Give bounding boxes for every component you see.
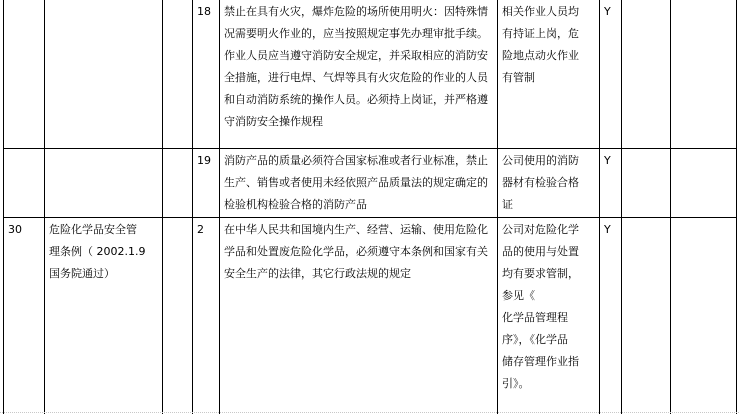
content-cell <box>220 217 498 414</box>
compliance-mark: Y <box>604 153 611 167</box>
compliance-cell <box>600 217 622 414</box>
status-cell <box>498 217 600 414</box>
law-cell <box>45 0 163 148</box>
status-line: 有持证上岗，危 <box>502 27 579 40</box>
empty-cell <box>671 217 737 414</box>
clause-number: 2 <box>197 222 204 236</box>
status-line: 相关作业人员均 <box>502 5 579 18</box>
clause-cell <box>193 217 220 414</box>
empty-cell <box>622 148 671 217</box>
law-cell <box>45 217 163 414</box>
status-line: 均有要求管制， <box>502 266 579 280</box>
compliance-mark: Y <box>604 5 611 18</box>
clause-number: 18 <box>197 5 211 18</box>
status-cell <box>498 148 600 217</box>
status-line: 储存管理作业指 <box>502 354 579 368</box>
status-line: 器材有检验合格 <box>502 175 579 189</box>
content-cell <box>220 148 498 217</box>
law-name-line: 危险化学品安全管 <box>49 222 137 236</box>
empty-cell <box>163 217 193 414</box>
empty-cell <box>671 148 737 217</box>
law-name-line: 理条例（ 2002.1.9 <box>49 244 146 258</box>
status-line: 品的使用与处置 <box>502 244 579 258</box>
regulation-table-wrapper <box>3 0 736 417</box>
compliance-mark: Y <box>604 222 611 236</box>
status-line: 序》，《化学品 <box>502 332 568 346</box>
empty-cell <box>163 148 193 217</box>
clause-content: 消防产品的质量必须符合国家标准或者行业标准，禁止生产、销售或者使用未经依照产品质量法的规定确定的检验机构检验合格的消防产品 <box>224 153 488 211</box>
status-line: 公司对危险化学 <box>502 222 579 236</box>
seq-cell <box>4 0 45 148</box>
status-line: 参见《 <box>502 288 535 302</box>
status-line: 引》。 <box>502 376 530 390</box>
compliance-cell <box>600 148 622 217</box>
seq-cell <box>4 148 45 217</box>
status-line: 险地点动火作业 <box>502 49 579 62</box>
clause-content: 禁止在具有火灾，爆炸危险的场所使用明火：因特殊情况需要明火作业的，应当按照规定事先办理审批手续。作业人员应当遵守消防安全规定，并采取相应的消防安全措施，进行电焊、气焊等具有火灾危险的作业的人员和自动消防系统的操作人员。必须持上岗证，并严格遵守消防安全操作规程 <box>224 5 488 128</box>
status-cell <box>498 0 600 148</box>
table-row <box>4 0 737 148</box>
table-row <box>4 148 737 217</box>
status-line: 公司使用的消防 <box>502 153 579 167</box>
status-line: 有管制 <box>502 71 535 84</box>
law-name-line: 国务院通过） <box>49 266 115 280</box>
regulation-compliance-table <box>3 0 737 414</box>
empty-cell <box>622 217 671 414</box>
empty-cell <box>622 0 671 148</box>
empty-cell <box>671 0 737 148</box>
seq-number: 30 <box>8 222 22 236</box>
clause-cell <box>193 0 220 148</box>
table-row <box>4 217 737 414</box>
clause-content: 在中华人民共和国境内生产、经营、运输、使用危险化学品和处置废危险化学品，必须遵守本条例和国家有关安全生产的法律，其它行政法规的规定 <box>224 222 488 280</box>
status-line: 化学品管理程 <box>502 310 568 324</box>
seq-cell <box>4 217 45 414</box>
law-cell <box>45 148 163 217</box>
clause-cell <box>193 148 220 217</box>
empty-cell <box>163 0 193 148</box>
page-gridline <box>0 412 739 414</box>
clause-number: 19 <box>197 153 211 167</box>
compliance-cell <box>600 0 622 148</box>
status-line: 证 <box>502 197 513 211</box>
content-cell <box>220 0 498 148</box>
